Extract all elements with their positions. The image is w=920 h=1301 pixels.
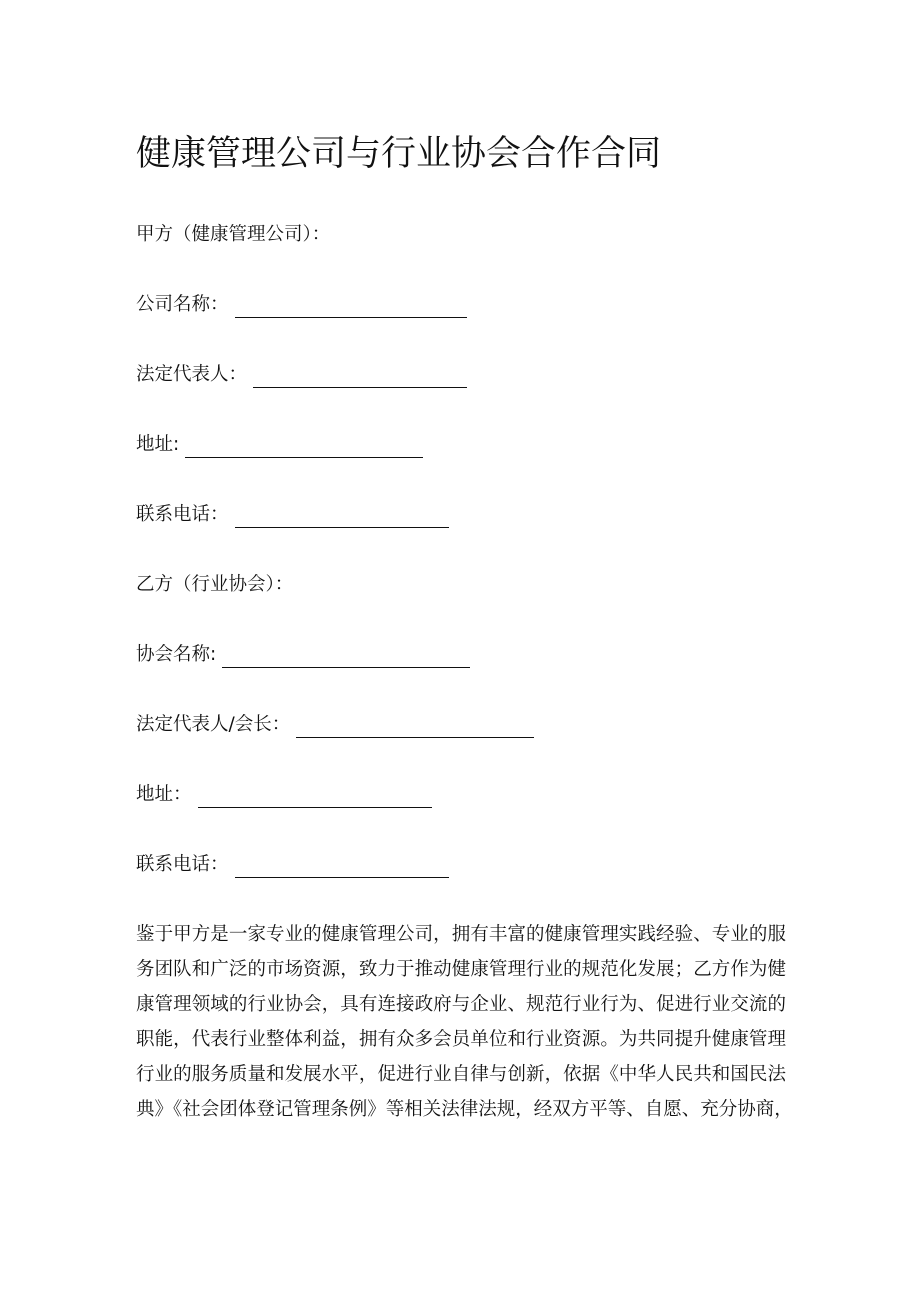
party-b-association-name-row [136, 642, 470, 668]
party-b-heading [136, 572, 293, 598]
party-b-legal-rep-label: 法定代表人/会长： [136, 714, 291, 735]
party-b-heading-text: 乙方（行业协会）： [136, 574, 294, 595]
party-a-legal-rep-label: 法定代表人： [136, 364, 248, 385]
party-b-address-row [136, 782, 432, 808]
party-a-phone-label: 联系电话： [136, 504, 229, 525]
document-title: 健康管理公司与行业协会合作合同 [136, 134, 662, 174]
party-b-address-blank[interactable] [198, 787, 432, 808]
party-a-phone-row [136, 502, 449, 528]
party-b-association-name-label: 协会名称: [136, 644, 217, 665]
party-a-legal-rep-row [136, 362, 467, 388]
party-a-company-name-row [136, 292, 467, 318]
party-a-heading-text: 甲方（健康管理公司）： [136, 224, 331, 245]
party-b-address-label: 地址： [136, 784, 192, 805]
party-b-phone-row [136, 852, 449, 878]
preamble-line: 鉴于甲方是一家专业的健康管理公司，拥有丰富的健康管理实践经验、专业的服 [136, 924, 786, 945]
party-a-address-label: 地址: [136, 434, 180, 455]
party-a-legal-rep-blank[interactable] [253, 367, 467, 388]
preamble-line: 行业的服务质量和发展水平，促进行业自律与创新，依据《中华人民共和国民法 [136, 1064, 786, 1085]
party-b-legal-rep-blank[interactable] [296, 717, 534, 738]
preamble-line: 职能，代表行业整体利益，拥有众多会员单位和行业资源。为共同提升健康管理 [136, 1029, 786, 1050]
preamble-line: 务团队和广泛的市场资源，致力于推动健康管理行业的规范化发展；乙方作为健 [136, 959, 786, 980]
party-b-association-name-blank[interactable] [222, 647, 470, 668]
party-a-address-row [136, 432, 423, 458]
party-b-phone-label: 联系电话： [136, 854, 229, 875]
party-a-address-blank[interactable] [185, 437, 423, 458]
party-b-phone-blank[interactable] [235, 857, 449, 878]
preamble-line: 康管理领域的行业协会，具有连接政府与企业、规范行业行为、促进行业交流的 [136, 994, 786, 1015]
party-a-company-name-label: 公司名称： [136, 294, 229, 315]
preamble-line: 典》《社会团体登记管理条例》等相关法律法规，经双方平等、自愿、充分协商， [136, 1099, 793, 1120]
preamble-paragraph [136, 917, 793, 1127]
party-a-heading [136, 222, 330, 248]
party-a-company-name-blank[interactable] [235, 297, 467, 318]
party-a-phone-blank[interactable] [235, 507, 449, 528]
party-b-legal-rep-row [136, 712, 534, 738]
